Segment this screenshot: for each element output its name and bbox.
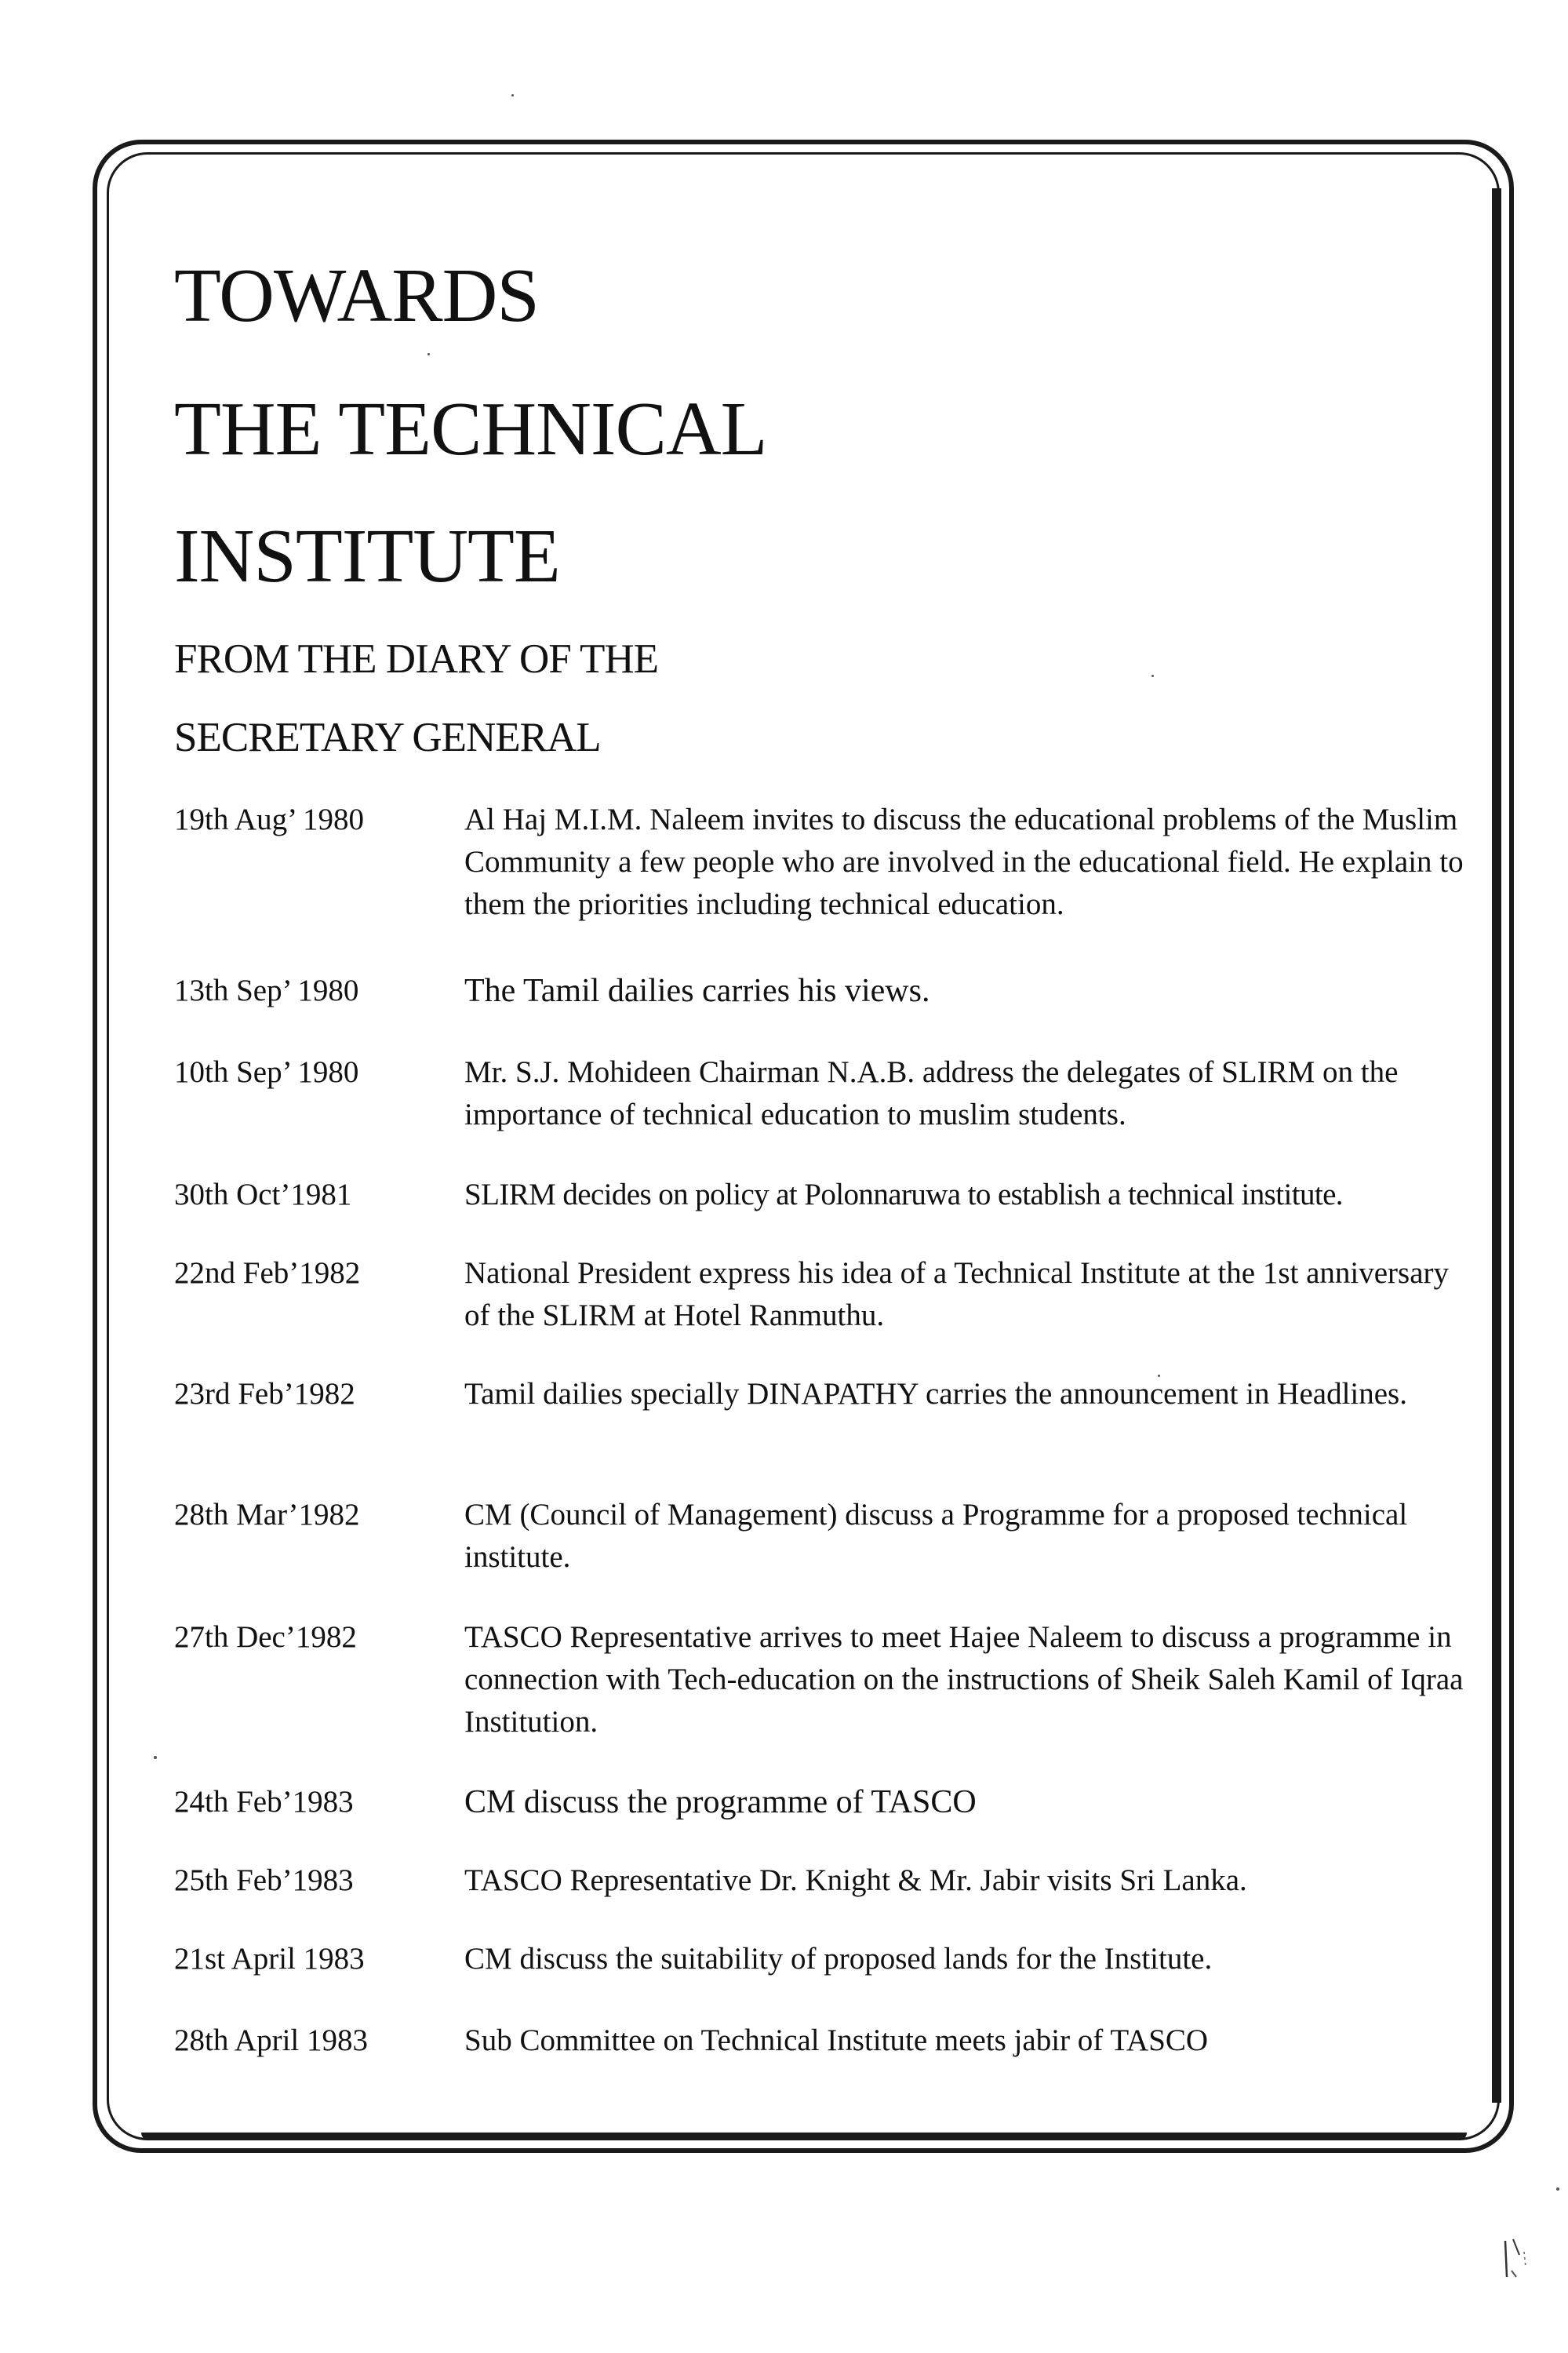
page-border-shadow-bottom [141,2133,1467,2140]
entry-text: Tamil dailies specially DINAPATHY carries the announcement in Headlines. [464,1377,1407,1411]
entry-text: The Tamil dailies carries his views. [464,973,930,1009]
entry-date: 21st April 1983 [174,1942,365,1976]
entry-text: National President express his idea of a Technical Institute at the 1st anniversary of the SLIRM at Hotel Ranmuthu. [464,1256,1450,1332]
page-border-shadow-right [1492,188,1501,2103]
subtitle-line-1: FROM THE DIARY OF THE [174,636,659,682]
entry-text: CM discuss the suitability of proposed lands for the Institute. [464,1942,1213,1976]
entry-date: 27th Dec’1982 [174,1620,357,1654]
entry-date: 13th Sep’ 1980 [174,974,359,1007]
entry-text: Mr. S.J. Mohideen Chairman N.A.B. address the delegates of SLIRM on the importance of technical education to muslim students. [464,1055,1399,1131]
subtitle-line-2: SECRETARY GENERAL [174,715,601,760]
entry-text: TASCO Representative arrives to meet Hajee Naleem to discuss a programme in connection with Tech-education on the instructions of Sheik Saleh Kamil of Iqraa Institution. [464,1620,1464,1739]
scan-speck [1151,675,1154,677]
entry-text: CM (Council of Management) discuss a Programme for a proposed technical institute. [464,1498,1408,1574]
entry-date: 24th Feb’1983 [174,1785,354,1819]
margin-pencil-mark [1502,2236,1533,2283]
entry-date: 30th Oct’1981 [174,1178,352,1211]
scan-speck [1158,1375,1160,1377]
entry-date: 25th Feb’1983 [174,1863,354,1897]
entry-text: Al Haj M.I.M. Naleem invites to discuss the educational problems of the Muslim Community a few people who are involved in the educational field. He explain to them the priorities including technical education. [464,803,1464,921]
entry-text: Sub Committee on Technical Institute meets jabir of TASCO [464,2023,1209,2057]
entry-date: 23rd Feb’1982 [174,1377,355,1411]
entry-date: 10th Sep’ 1980 [174,1055,359,1089]
entry-text: TASCO Representative Dr. Knight & Mr. Jabir visits Sri Lanka. [464,1863,1247,1897]
entry-date: 28th April 1983 [174,2023,369,2057]
scan-speck [427,353,430,355]
entry-text: CM discuss the programme of TASCO [464,1784,977,1820]
scan-speck [1556,2187,1559,2191]
scan-speck [154,1756,157,1759]
entry-date: 28th Mar’1982 [174,1498,360,1532]
scan-speck [511,94,514,97]
title-line-1: TOWARDS [174,253,539,338]
title-line-3: INSTITUTE [174,514,560,599]
entry-date: 22nd Feb’1982 [174,1256,361,1290]
entry-text: SLIRM decides on policy at Polonnaruwa to establish a technical institute. [464,1178,1343,1211]
title-line-2: THE TECHNICAL [174,387,767,472]
entry-date: 19th Aug’ 1980 [174,803,364,836]
